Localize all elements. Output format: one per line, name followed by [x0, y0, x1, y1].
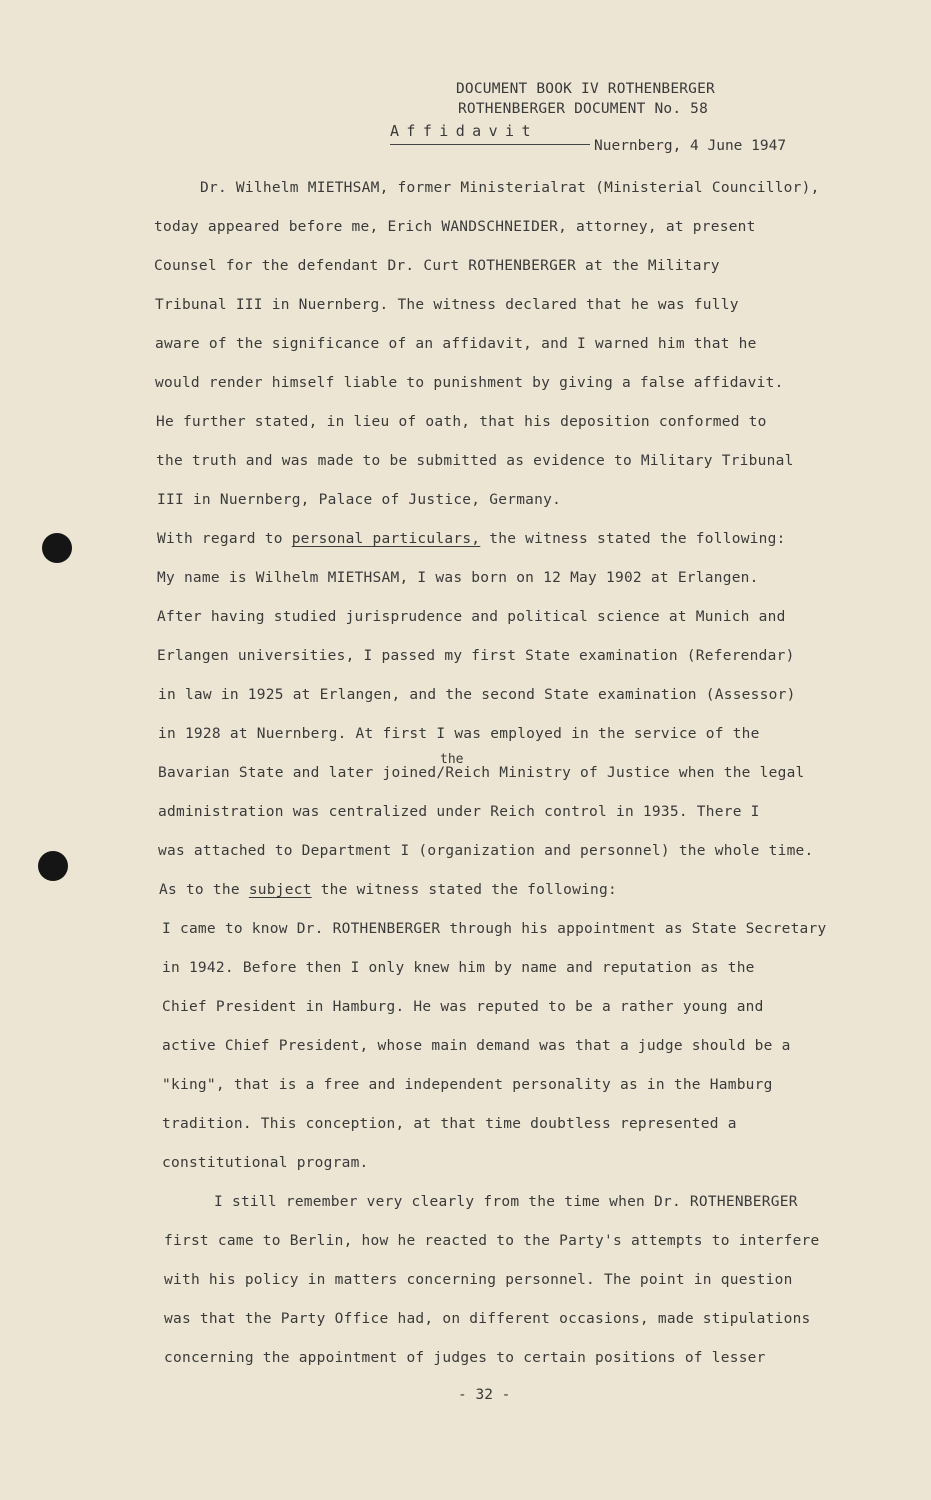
- body-line: III in Nuernberg, Palace of Justice, Germany.: [157, 492, 562, 508]
- body-line: Chief President in Hamburg. He was reputed to be a rather young and: [162, 999, 764, 1015]
- body-line: Bavarian State and later joined/Reich Ministry of Justice when the legal: [158, 765, 805, 781]
- underlined-term: personal particulars,: [291, 531, 481, 547]
- body-line: "king", that is a free and independent personality as in the Hamburg: [162, 1077, 773, 1093]
- body-line: After having studied jurisprudence and political science at Munich and: [157, 609, 786, 625]
- body-line: I still remember very clearly from the time when Dr. ROTHENBERGER: [214, 1194, 798, 1210]
- body-line: the truth and was made to be submitted as evidence to Military Tribunal: [156, 453, 794, 469]
- body-line: Erlangen universities, I passed my first State examination (Referendar): [157, 648, 795, 664]
- body-line: aware of the significance of an affidavit, and I warned him that he: [155, 336, 757, 352]
- punch-hole: [38, 851, 68, 881]
- body-line: I came to know Dr. ROTHENBERGER through his appointment as State Secretary: [162, 921, 827, 937]
- body-line: active Chief President, whose main demand was that a judge should be a: [162, 1038, 791, 1054]
- body-line: Tribunal III in Nuernberg. The witness declared that he was fully: [155, 297, 739, 313]
- body-line: concerning the appointment of judges to certain positions of lesser: [164, 1350, 766, 1366]
- document-number-heading: ROTHENBERGER DOCUMENT No. 58: [458, 101, 709, 117]
- body-line: was attached to Department I (organization and personnel) the whole time.: [158, 843, 814, 859]
- body-line: in law in 1925 at Erlangen, and the second State examination (Assessor): [158, 687, 796, 703]
- body-line: in 1928 at Nuernberg. At first I was employed in the service of the: [158, 726, 760, 742]
- section-intro-line: As to the subject the witness stated the following:: [159, 882, 617, 898]
- body-line: constitutional program.: [162, 1155, 369, 1171]
- body-line: Dr. Wilhelm MIETHSAM, former Ministerialrat (Ministerial Councillor),: [200, 180, 820, 196]
- body-line: was that the Party Office had, on different occasions, made stipulations: [164, 1311, 811, 1327]
- punch-hole: [42, 533, 72, 563]
- document-book-heading: DOCUMENT BOOK IV ROTHENBERGER: [456, 81, 715, 97]
- body-line: tradition. This conception, at that time doubtless represented a: [162, 1116, 737, 1132]
- body-line: would render himself liable to punishment by giving a false affidavit.: [155, 375, 784, 391]
- body-line: Counsel for the defendant Dr. Curt ROTHENBERGER at the Military: [154, 258, 720, 274]
- body-line: first came to Berlin, how he reacted to the Party's attempts to interfere: [164, 1233, 820, 1249]
- title-underline: [390, 144, 590, 145]
- body-line: My name is Wilhelm MIETHSAM, I was born on 12 May 1902 at Erlangen.: [157, 570, 759, 586]
- place-date-line: Nuernberg, 4 June 1947: [594, 138, 787, 154]
- handwritten-insertion: the: [440, 752, 464, 767]
- document-title: Affidavit: [390, 122, 538, 140]
- body-line: administration was centralized under Reich control in 1935. There I: [158, 804, 760, 820]
- body-line: with his policy in matters concerning personnel. The point in question: [164, 1272, 793, 1288]
- body-line: in 1942. Before then I only knew him by name and reputation as the: [162, 960, 755, 976]
- underlined-term: subject: [248, 882, 312, 898]
- section-intro-line: With regard to personal particulars, the witness stated the following:: [157, 531, 786, 547]
- body-line: today appeared before me, Erich WANDSCHNEIDER, attorney, at present: [154, 219, 756, 235]
- page-number: - 32 -: [458, 1387, 511, 1403]
- body-line: He further stated, in lieu of oath, that his deposition conformed to: [156, 414, 767, 430]
